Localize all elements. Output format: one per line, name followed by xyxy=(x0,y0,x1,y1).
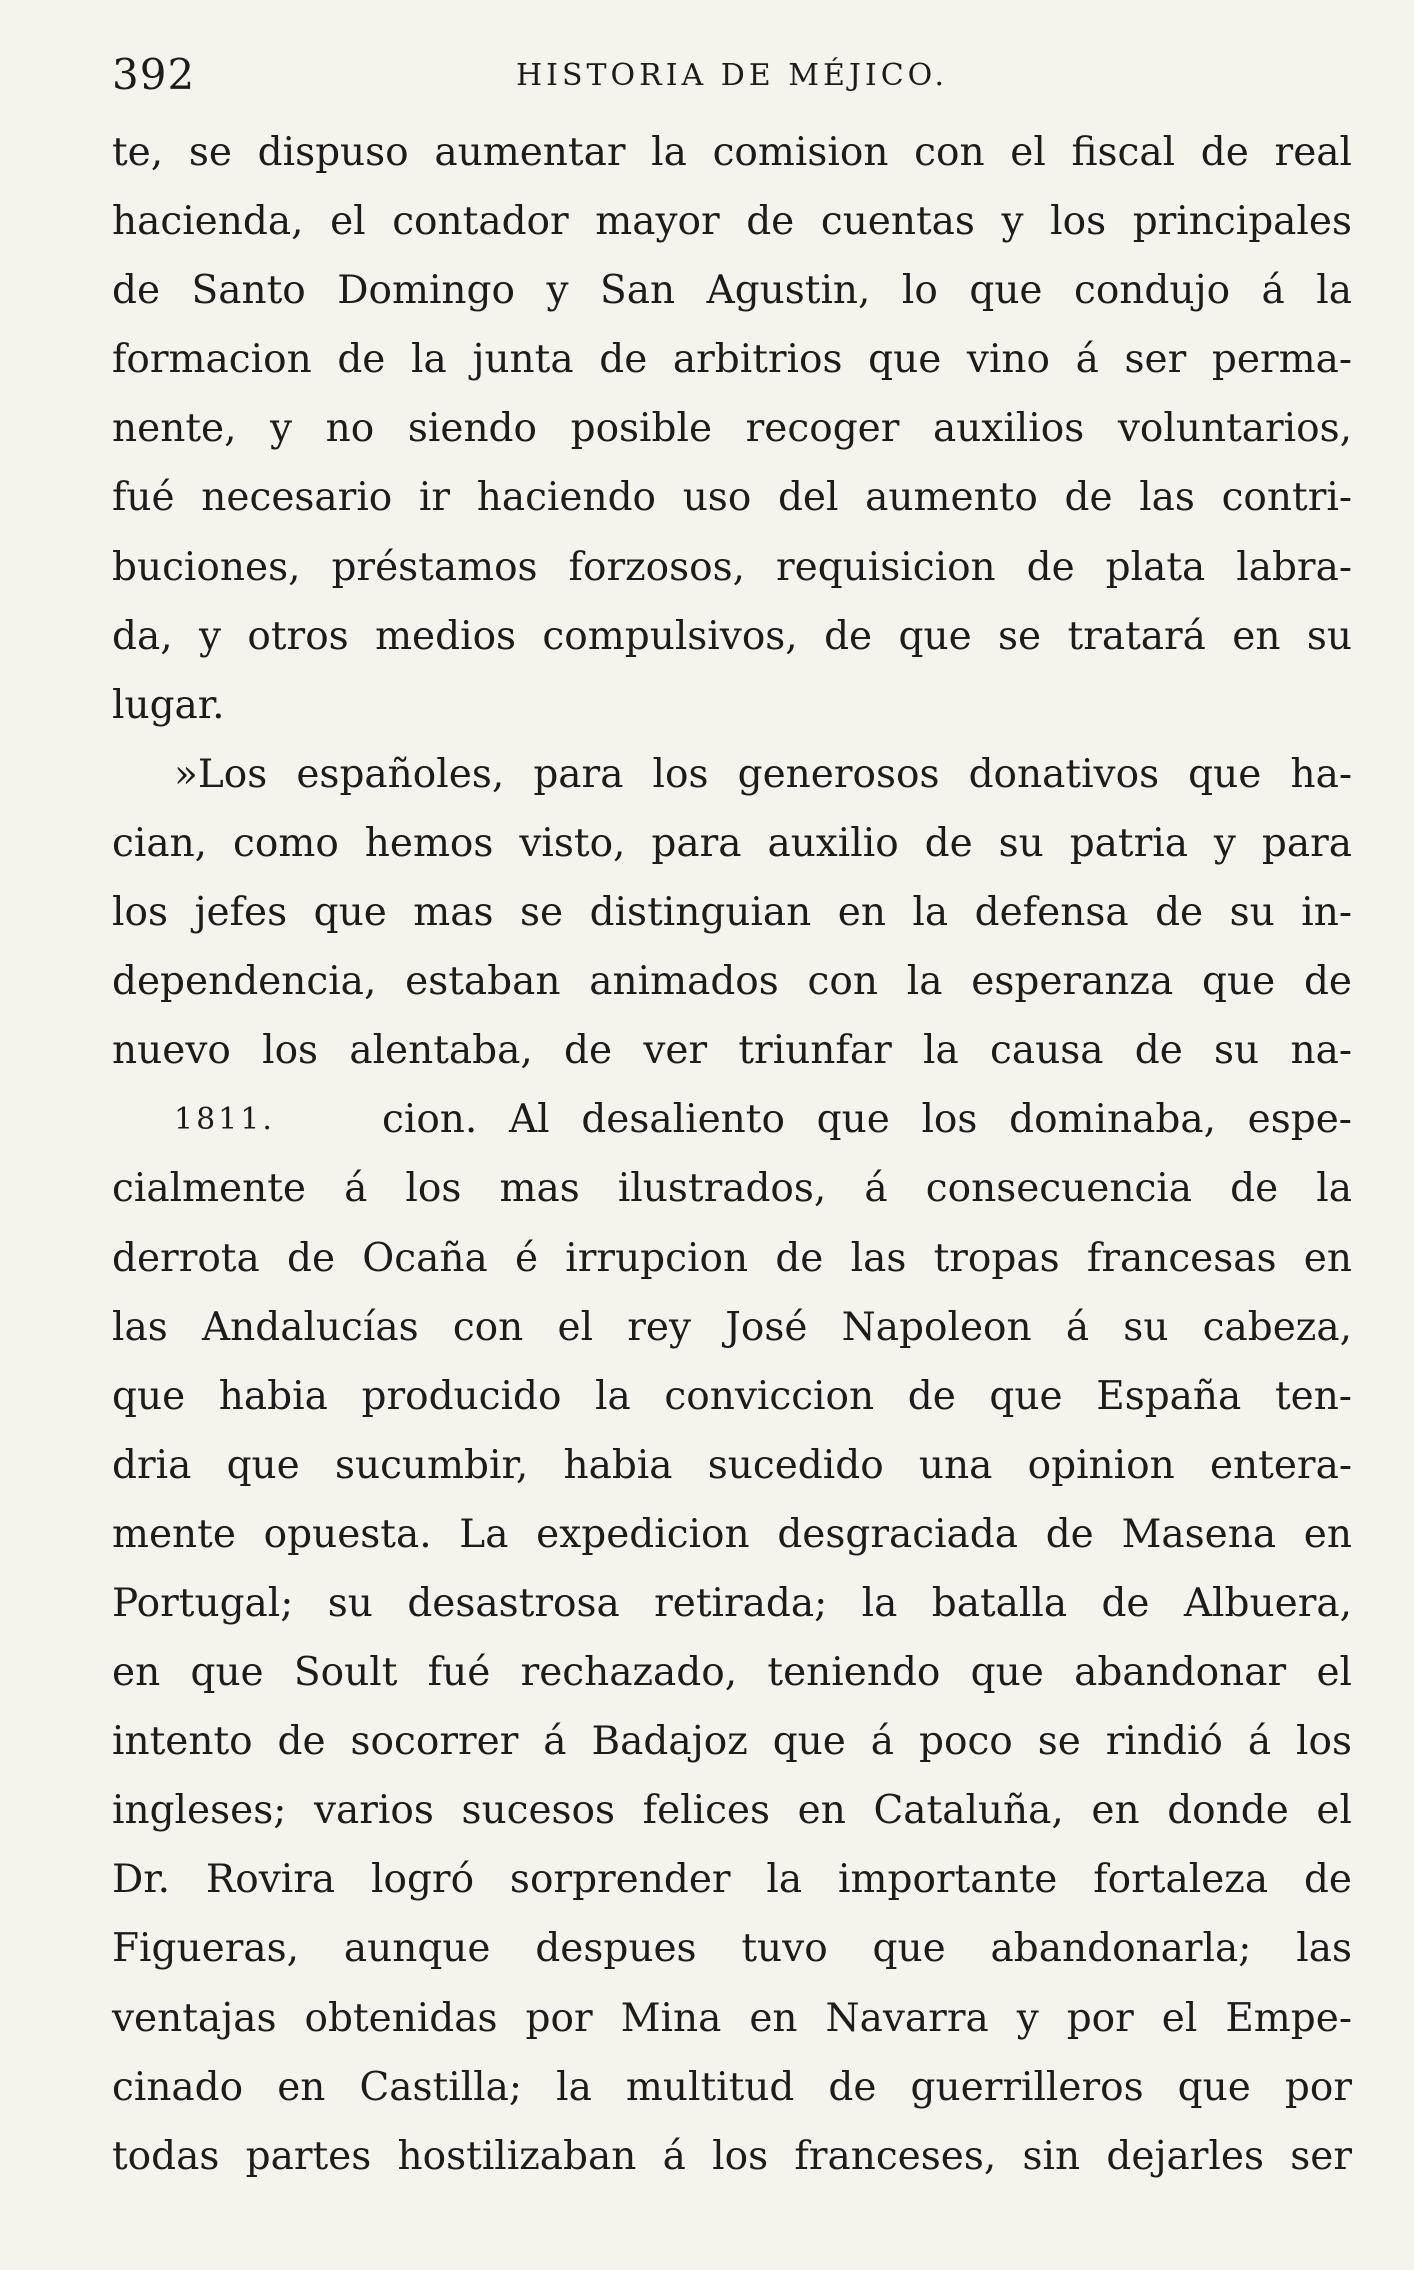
text-line: formacion de la junta de arbitrios que vino á ser perma- xyxy=(112,337,1352,383)
text-line: Figueras, aunque despues tuvo que abandonarla; las xyxy=(112,1926,1352,1972)
text-line: cialmente á los mas ilustrados, á consecuencia de la xyxy=(112,1166,1352,1212)
text-line: hacienda, el contador mayor de cuentas y los principales xyxy=(112,199,1352,245)
text-line: las Andalucías con el rey José Napoleon á su cabeza, xyxy=(112,1304,1352,1350)
running-head xyxy=(112,50,1352,110)
text-line: dependencia, estaban animados con la esperanza que de xyxy=(112,959,1352,1005)
text-line: todas partes hostilizaban á los franceses, sin dejarles ser xyxy=(112,2133,1352,2179)
text-line: ventajas obtenidas por Mina en Navarra y por el Empe- xyxy=(112,1995,1352,2041)
text-line: cinado en Castilla; la multitud de guerrilleros que por xyxy=(112,2064,1352,2110)
text-line: nuevo los alentaba, de ver triunfar la causa de su na- xyxy=(112,1028,1352,1074)
text-line: cian, como hemos visto, para auxilio de su patria y para xyxy=(112,820,1352,866)
page-number: 392 xyxy=(112,50,196,99)
text-line: Portugal; su desastrosa retirada; la batalla de Albuera, xyxy=(112,1580,1352,1626)
text-line: derrota de Ocaña é irrupcion de las tropas francesas en xyxy=(112,1235,1352,1281)
text-line: que habia producido la conviccion de que España ten- xyxy=(112,1373,1352,1419)
text-line: ingleses; varios sucesos felices en Cataluña, en donde el xyxy=(112,1788,1352,1834)
text-line: fué necesario ir haciendo uso del aumento de las contri- xyxy=(112,475,1352,521)
text-line: en que Soult fué rechazado, teniendo que abandonar el xyxy=(112,1650,1352,1696)
margin-year: 1811. xyxy=(174,1102,275,1138)
text-line: lugar. xyxy=(112,682,225,728)
paragraph-start-line: »Los españoles, para los generosos donativos que ha- xyxy=(174,751,1352,797)
text-line: los jefes que mas se distinguian en la defensa de su in- xyxy=(112,890,1352,936)
text-line: te, se dispuso aumentar la comision con el fiscal de real xyxy=(112,130,1352,175)
text-line: mente opuesta. La expedicion desgraciada de Masena en xyxy=(112,1511,1352,1557)
text-line: de Santo Domingo y San Agustin, lo que condujo á la xyxy=(112,268,1352,314)
text-line: Dr. Rovira logró sorprender la importante fortaleza de xyxy=(112,1857,1352,1903)
text-line: buciones, préstamos forzosos, requisicion de plata labra- xyxy=(112,544,1352,590)
text-line: dria que sucumbir, habia sucedido una opinion entera- xyxy=(112,1442,1352,1488)
body-text xyxy=(112,118,1352,2191)
text-line: da, y otros medios compulsivos, de que se tratará en su xyxy=(112,613,1352,659)
running-title: HISTORIA DE MÉJICO. xyxy=(515,58,949,93)
text-line: cion. Al desaliento que los dominaba, espe- xyxy=(382,1097,1352,1143)
text-line: intento de socorrer á Badajoz que á poco se rindió á los xyxy=(112,1719,1352,1765)
text-line: nente, y no siendo posible recoger auxilios voluntarios, xyxy=(112,406,1352,452)
text-line-with-margin-year xyxy=(112,1085,1352,1154)
